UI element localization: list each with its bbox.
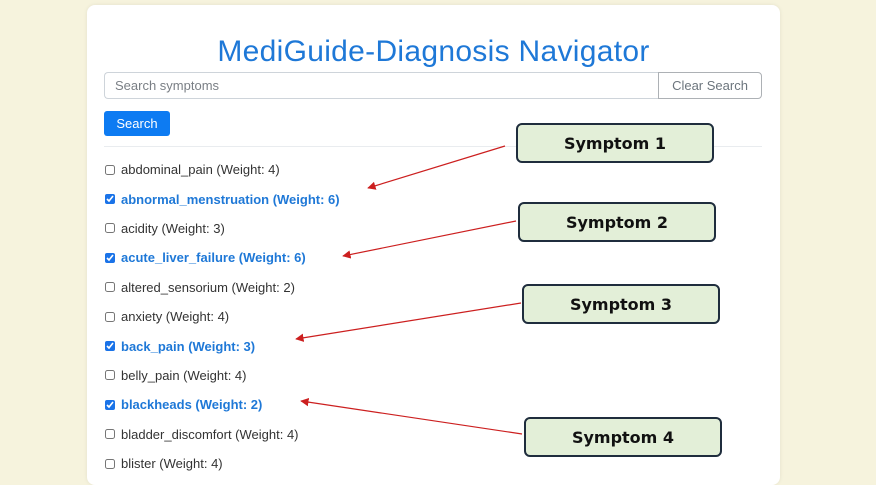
symptom-checkbox[interactable]	[105, 194, 115, 204]
symptom-item-blister[interactable]	[104, 449, 504, 478]
search-button[interactable]: Search	[104, 111, 170, 136]
symptom-checkbox[interactable]	[105, 223, 115, 233]
main-card	[87, 5, 780, 485]
symptom-label: blackheads (Weight: 2)	[121, 397, 263, 413]
page-title: MediGuide-Diagnosis Navigator	[217, 35, 650, 68]
symptom-label: blister (Weight: 4)	[121, 456, 223, 472]
symptom-checkbox[interactable]	[105, 165, 115, 175]
symptom-item-anxiety[interactable]	[104, 302, 504, 331]
symptom-item-acidity[interactable]	[104, 214, 504, 243]
symptom-checkbox[interactable]	[105, 459, 115, 469]
symptom-item-blackheads[interactable]	[104, 390, 504, 419]
symptom-checkbox[interactable]	[105, 400, 115, 410]
symptom-label: acute_liver_failure (Weight: 6)	[121, 250, 306, 266]
symptom-checkbox[interactable]	[105, 341, 115, 351]
symptom-label: acidity (Weight: 3)	[121, 220, 225, 236]
symptom-label: altered_sensorium (Weight: 2)	[121, 279, 295, 295]
symptom-label: abdominal_pain (Weight: 4)	[121, 162, 280, 178]
symptom-item-abnormal-menstruation[interactable]	[104, 184, 504, 213]
symptom-label: anxiety (Weight: 4)	[121, 309, 230, 325]
search-bar	[104, 72, 762, 99]
symptom-checkbox[interactable]	[105, 429, 115, 439]
search-input[interactable]	[104, 72, 658, 99]
symptom-label: abnormal_menstruation (Weight: 6)	[121, 191, 340, 207]
callout-symptom-1: Symptom 1	[516, 123, 714, 163]
callout-symptom-4: Symptom 4	[524, 417, 722, 457]
symptom-label: back_pain (Weight: 3)	[121, 338, 256, 354]
symptom-list	[104, 155, 504, 478]
callout-symptom-2: Symptom 2	[518, 202, 716, 242]
symptom-checkbox[interactable]	[105, 312, 115, 322]
symptom-label: belly_pain (Weight: 4)	[121, 367, 247, 383]
symptom-label: bladder_discomfort (Weight: 4)	[121, 426, 299, 442]
symptom-item-bladder-discomfort[interactable]	[104, 420, 504, 449]
callout-symptom-3: Symptom 3	[522, 284, 720, 324]
symptom-checkbox[interactable]	[105, 253, 115, 263]
symptom-item-abdominal-pain[interactable]	[104, 155, 504, 184]
symptom-item-belly-pain[interactable]	[104, 361, 504, 390]
symptom-item-altered-sensorium[interactable]	[104, 273, 504, 302]
symptom-checkbox[interactable]	[105, 370, 115, 380]
symptom-item-acute-liver-failure[interactable]	[104, 243, 504, 272]
symptom-checkbox[interactable]	[105, 282, 115, 292]
symptom-item-back-pain[interactable]	[104, 331, 504, 360]
clear-search-button[interactable]: Clear Search	[658, 72, 762, 99]
